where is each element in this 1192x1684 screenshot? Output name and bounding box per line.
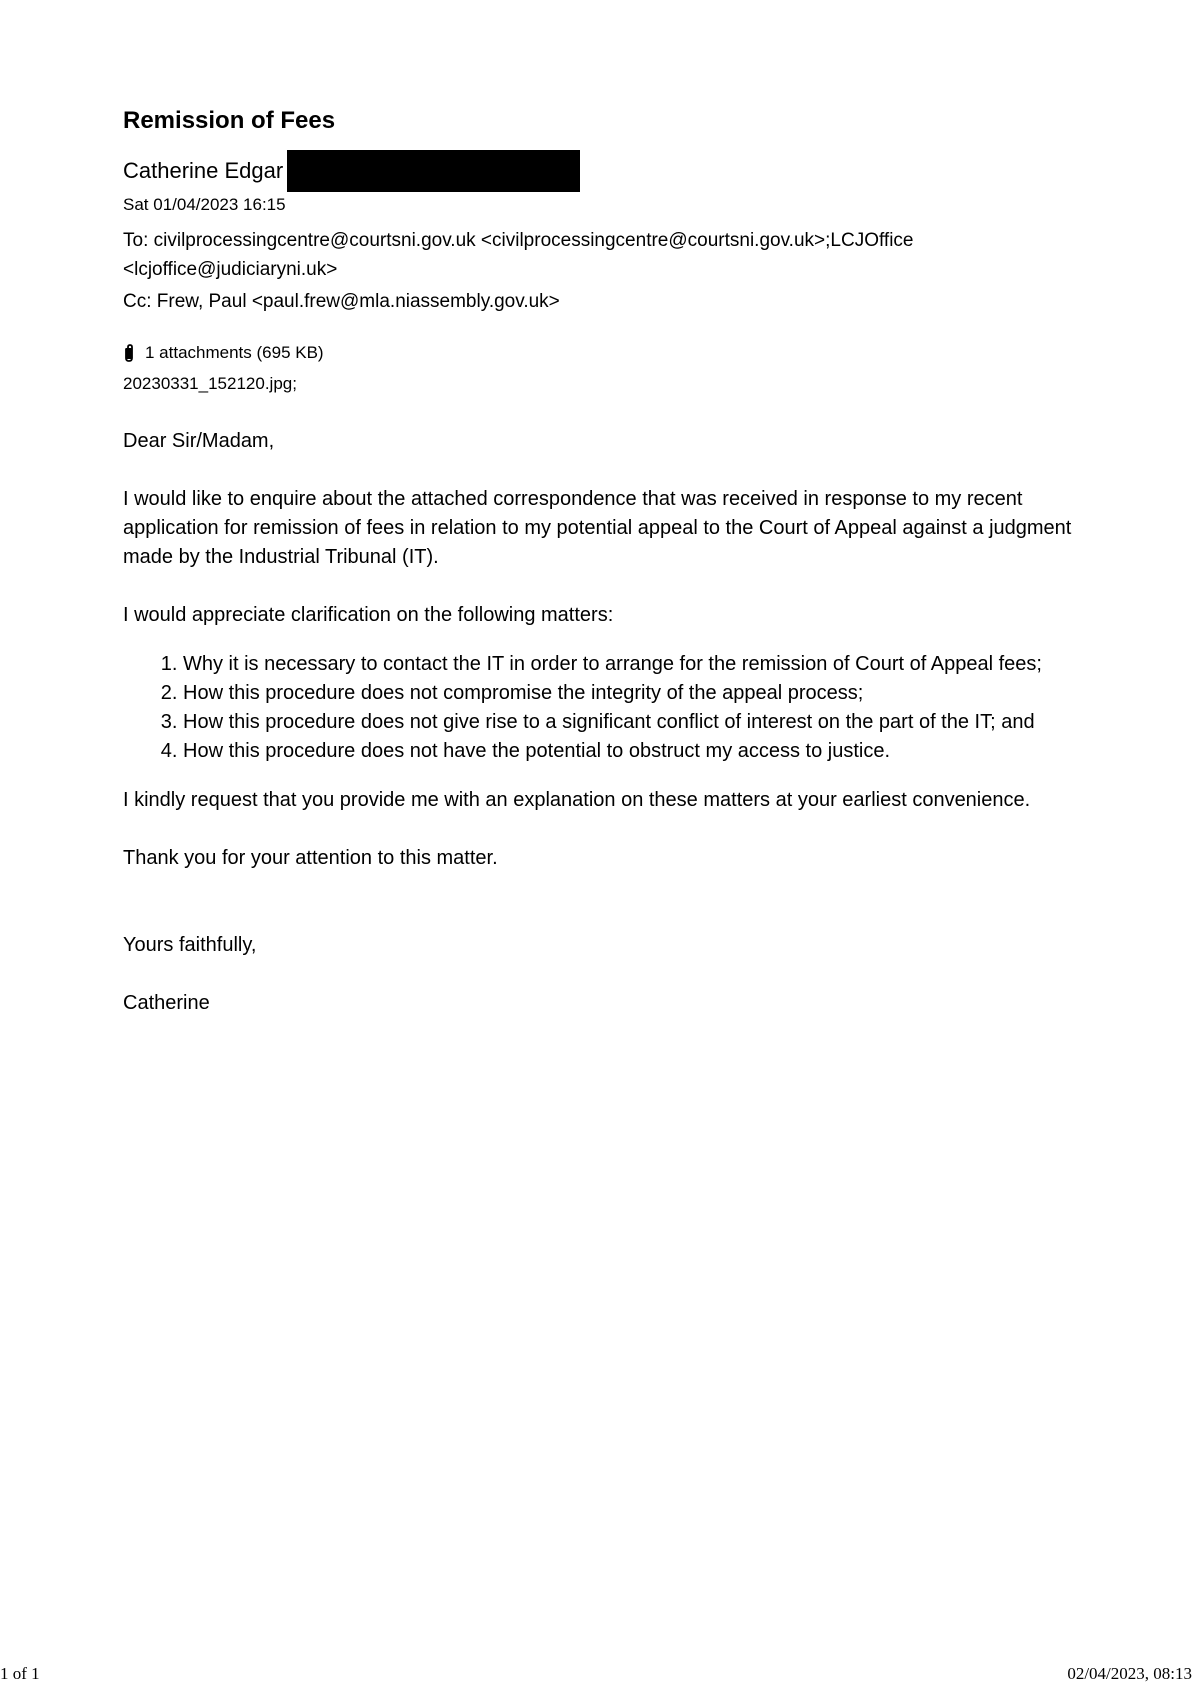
list-item: 1. Why it is necessary to contact the IT in order to arrange for the remission of Court of Appeal fees;	[183, 650, 1083, 679]
paragraph-request: I kindly request that you provide me with an explanation on these matters at your earliest convenience.	[123, 789, 1031, 811]
email-subject: Remission of Fees	[123, 107, 336, 134]
matters-list	[123, 650, 1083, 766]
page-number: 1 of 1	[0, 1664, 40, 1683]
paragraph-enquiry: I would like to enquire about the attached correspondence that was received in response to my recent application for remission of fees in relation to my potential appeal to the Court of Appeal against a judgment made by the Industrial Tribunal (IT).	[123, 488, 1072, 568]
greeting: Dear Sir/Madam,	[123, 430, 275, 452]
closing: Yours faithfully,	[123, 934, 257, 956]
attachments-summary-row	[123, 342, 1083, 364]
sender-row	[123, 150, 1083, 192]
print-timestamp: 02/04/2023, 08:13	[1067, 1664, 1192, 1683]
attachment-filename[interactable]: 20230331_152120.jpg;	[123, 374, 297, 393]
paragraph-clarification: I would appreciate clarification on the following matters:	[123, 604, 614, 626]
to-line-2: <lcjoffice@judiciaryni.uk>	[123, 259, 338, 280]
to-recipients	[123, 226, 1083, 284]
paperclip-icon	[123, 343, 135, 363]
redacted-email-address	[287, 150, 580, 192]
signature: Catherine	[123, 992, 210, 1014]
attachments-summary: 1 attachments (695 KB)	[145, 343, 324, 362]
to-line-1: To: civilprocessingcentre@courtsni.gov.uk <civilprocessingcentre@courtsni.gov.uk>;LCJOffice	[123, 230, 914, 251]
list-item: 2. How this procedure does not compromise the integrity of the appeal process;	[183, 679, 1083, 708]
paragraph-thanks: Thank you for your attention to this matter.	[123, 847, 498, 869]
sender-name: Catherine Edgar	[123, 158, 284, 183]
list-item: 4. How this procedure does not have the potential to obstruct my access to justice.	[183, 737, 1083, 766]
list-item: 3. How this procedure does not give rise to a significant conflict of interest on the part of the IT; and	[183, 708, 1083, 737]
email-document	[123, 100, 1083, 1018]
cc-recipients: Cc: Frew, Paul <paul.frew@mla.niassembly.gov.uk>	[123, 291, 560, 312]
sent-date: Sat 01/04/2023 16:15	[123, 195, 286, 214]
